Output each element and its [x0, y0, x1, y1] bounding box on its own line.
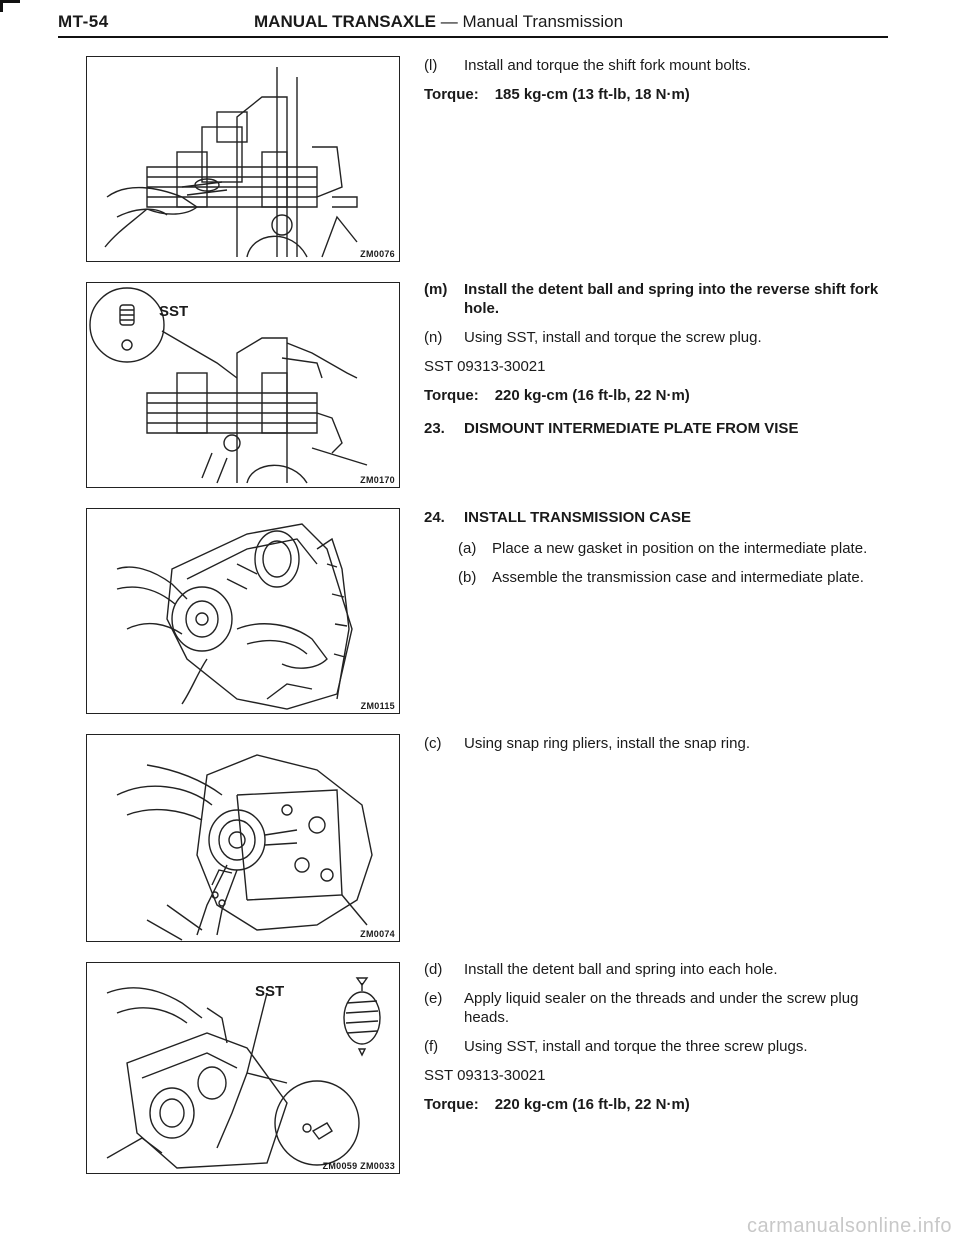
step-marker: (b) [458, 569, 477, 586]
text-block-snap-ring [424, 734, 894, 763]
screw-plug-illustration [87, 283, 399, 487]
page-number: MT-54 [58, 12, 109, 31]
section-title: MANUAL TRANSAXLE [254, 12, 436, 31]
torque-spec [424, 1095, 894, 1114]
site-watermark: carmanualsonline.info [746, 1215, 952, 1237]
text-block-shift-fork [424, 56, 894, 114]
step-b [458, 568, 894, 587]
step-marker: (l) [424, 57, 438, 74]
step-c [424, 734, 894, 753]
torque-label: Torque: [424, 86, 479, 103]
figure-code: ZM0076 [360, 249, 395, 259]
corner-registration-mark [0, 0, 22, 14]
step-l [424, 56, 894, 75]
torque-value: 185 kg-cm (13 ft-lb, 18 N·m) [494, 86, 690, 103]
shift-fork-illustration [87, 57, 399, 261]
figure-code: ZM0059 ZM0033 [322, 1161, 395, 1171]
step-a [458, 539, 894, 558]
figure-transmission-case [86, 508, 400, 714]
page-header [58, 8, 888, 38]
step-text: Install and torque the shift fork mount bolts. [464, 57, 751, 74]
figure-snap-ring-pliers [86, 734, 400, 942]
step-24-heading [424, 508, 894, 527]
sst-label: SST [255, 983, 285, 1000]
step-m [424, 280, 894, 318]
sst-number: SST 09313-30021 [424, 1067, 546, 1084]
step-marker: (e) [424, 990, 443, 1007]
step-e [424, 989, 894, 1027]
step-text: Using SST, install and torque the three screw plugs. [464, 1038, 808, 1055]
page-title [254, 12, 623, 32]
sst-label: SST [159, 303, 189, 320]
transmission-case-illustration [87, 509, 399, 713]
torque-spec [424, 386, 894, 405]
step-d [424, 960, 894, 979]
step-n [424, 328, 894, 347]
text-block-install-case [424, 508, 894, 597]
text-block-reverse-shift [424, 280, 894, 450]
step-marker: (f) [424, 1038, 439, 1055]
step-text: Using SST, install and torque the screw plug. [464, 329, 762, 346]
figure-code: ZM0074 [360, 929, 395, 939]
step-marker: (c) [424, 735, 442, 752]
torque-label: Torque: [424, 1096, 479, 1113]
step-text: Assemble the transmission case and intermediate plate. [492, 569, 864, 586]
figure-code: ZM0170 [360, 475, 395, 485]
step-text: Install the detent ball and spring into each hole. [464, 961, 778, 978]
step-title: DISMOUNT INTERMEDIATE PLATE FROM VISE [464, 420, 799, 437]
torque-label: Torque: [424, 387, 479, 404]
step-text: Apply liquid sealer on the threads and under the screw plug heads. [464, 990, 859, 1026]
step-title: INSTALL TRANSMISSION CASE [464, 509, 691, 526]
step-23-heading [424, 419, 894, 438]
step-marker: (n) [424, 329, 443, 346]
figure-three-screw-plugs [86, 962, 400, 1174]
sst-number: SST 09313-30021 [424, 358, 546, 375]
title-dash: — [440, 12, 458, 31]
torque-value: 220 kg-cm (16 ft-lb, 22 N·m) [494, 387, 690, 404]
figure-shift-fork-bolts [86, 56, 400, 262]
step-number: 23. [424, 420, 445, 437]
three-screw-plugs-illustration [87, 963, 399, 1173]
step-text: Place a new gasket in position on the intermediate plate. [492, 540, 868, 557]
step-marker: (d) [424, 961, 443, 978]
header-rule [58, 36, 888, 38]
step-number: 24. [424, 509, 445, 526]
snap-ring-illustration [87, 735, 399, 941]
subsection-title: Manual Transmission [462, 12, 624, 31]
torque-value: 220 kg-cm (16 ft-lb, 22 N·m) [494, 1096, 690, 1113]
step-text: Using snap ring pliers, install the snap ring. [464, 735, 750, 752]
step-marker: (m) [424, 281, 448, 298]
step-f [424, 1037, 894, 1056]
figure-code: ZM0115 [360, 701, 395, 711]
text-block-screw-plugs [424, 960, 894, 1124]
torque-spec [424, 85, 894, 104]
figure-screw-plug-sst [86, 282, 400, 488]
step-marker: (a) [458, 540, 477, 557]
step-text: Install the detent ball and spring into the reverse shift fork hole. [464, 281, 879, 317]
